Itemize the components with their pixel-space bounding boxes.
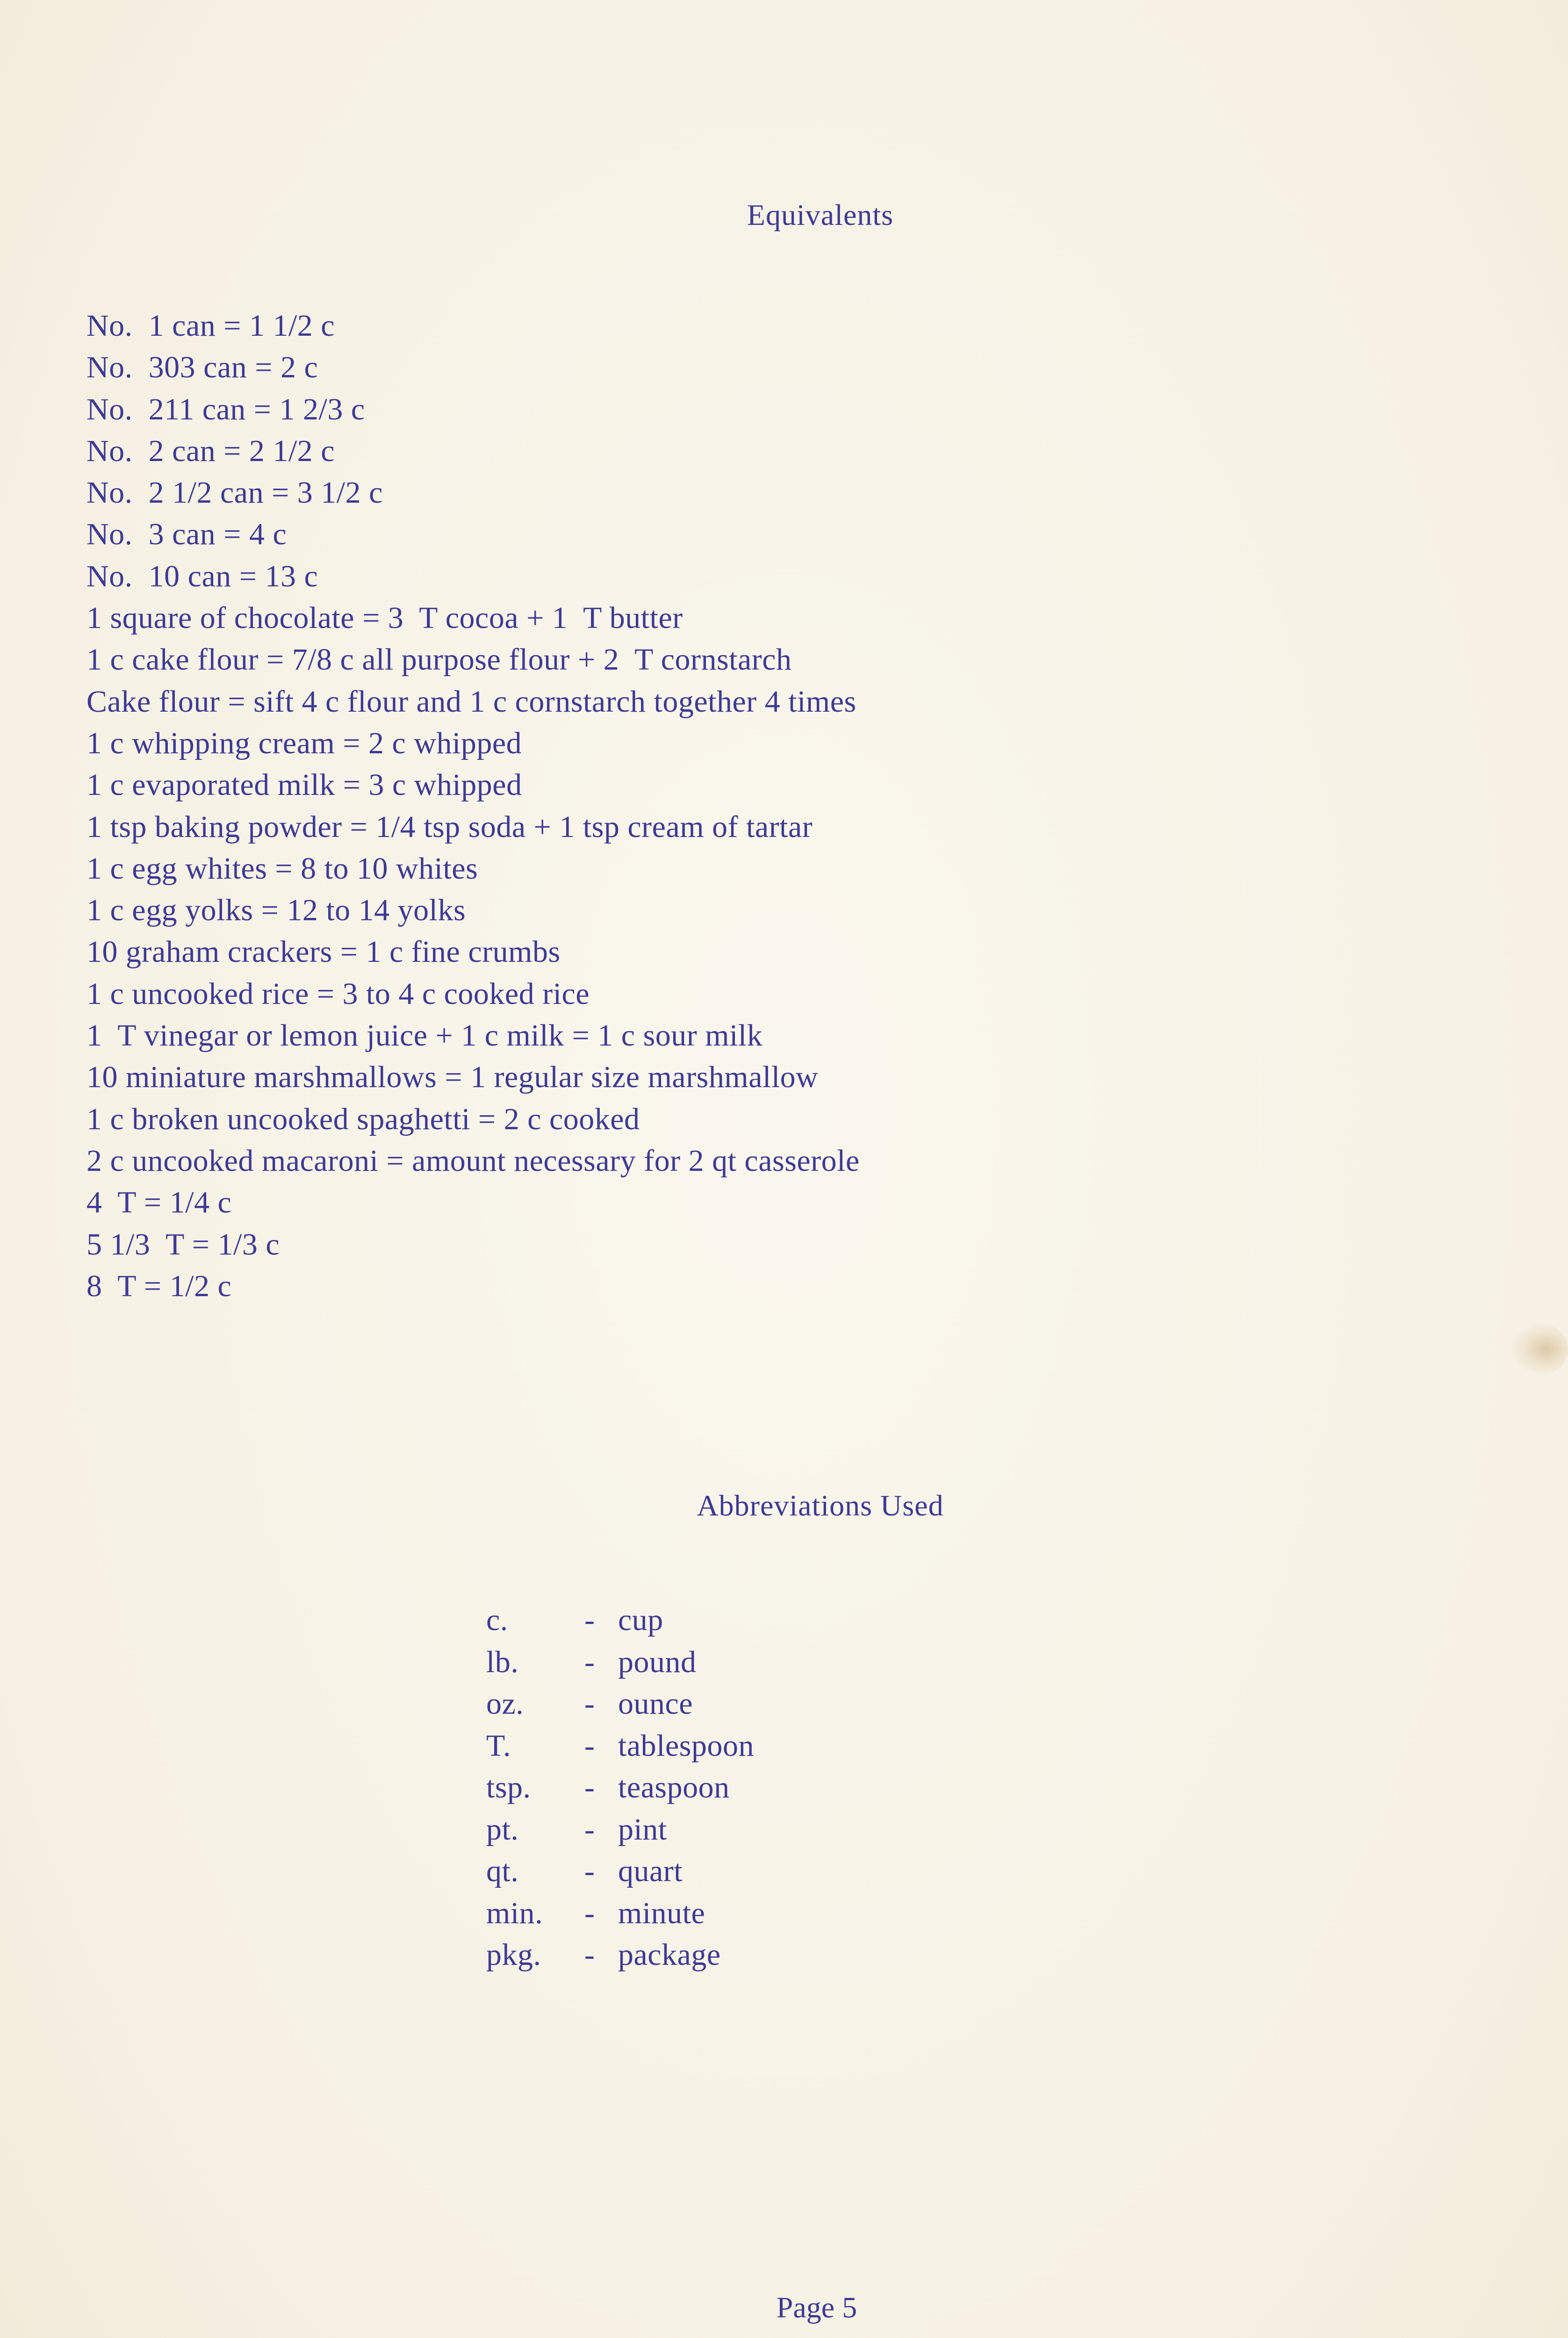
abbreviation-dash: - <box>584 1938 595 1972</box>
abbreviation-row <box>486 1725 754 1767</box>
equivalent-item: 10 graham crackers = 1 c fine crumbs <box>86 935 561 969</box>
equivalent-item: 1 c egg whites = 8 to 10 whites <box>86 851 478 886</box>
equivalent-item: No. 2 1/2 can = 3 1/2 c <box>86 476 383 510</box>
abbreviation-term: c. <box>486 1603 508 1637</box>
equivalent-item: 1 square of chocolate = 3 T cocoa + 1 T butter <box>86 601 683 635</box>
abbreviation-term: T. <box>486 1728 511 1763</box>
equivalent-item: 10 miniature marshmallows = 1 regular size marshmallow <box>86 1060 819 1095</box>
equivalent-item: Cake flour = sift 4 c flour and 1 c cornstarch together 4 times <box>86 684 856 719</box>
abbreviation-dash: - <box>584 1812 595 1847</box>
abbreviation-row <box>486 1850 754 1892</box>
abbreviation-term: min. <box>486 1896 543 1930</box>
equivalent-item: No. 1 can = 1 1/2 c <box>86 309 335 343</box>
abbreviation-dash: - <box>584 1854 595 1888</box>
abbreviation-term: qt. <box>486 1854 519 1888</box>
abbreviation-row <box>486 1767 754 1809</box>
abbreviation-row <box>486 1809 754 1851</box>
abbreviation-meaning: ounce <box>618 1687 693 1721</box>
equivalent-item: 1 T vinegar or lemon juice + 1 c milk = 1 c sour milk <box>86 1018 763 1053</box>
abbreviations-title: Abbreviations Used <box>697 1489 944 1522</box>
equivalent-item: 2 c uncooked macaroni = amount necessary for 2 qt casserole <box>86 1143 860 1178</box>
equivalent-item: 1 c egg yolks = 12 to 14 yolks <box>86 893 466 928</box>
abbreviation-meaning: package <box>618 1938 721 1972</box>
equivalents-list <box>86 305 860 1307</box>
abbreviation-row <box>486 1892 754 1934</box>
equivalents-title: Equivalents <box>747 198 894 231</box>
abbreviation-term: pkg. <box>486 1938 541 1972</box>
equivalent-item: 5 1/3 T = 1/3 c <box>86 1227 280 1262</box>
abbreviation-meaning: quart <box>618 1854 683 1888</box>
abbreviation-meaning: minute <box>618 1896 705 1930</box>
equivalent-item: No. 3 can = 4 c <box>86 517 287 552</box>
equivalent-item: 1 c evaporated milk = 3 c whipped <box>86 768 522 802</box>
abbreviation-meaning: cup <box>618 1603 663 1637</box>
abbreviation-dash: - <box>584 1687 595 1721</box>
abbreviation-dash: - <box>584 1645 595 1679</box>
equivalent-item: 1 c cake flour = 7/8 c all purpose flour + 2 T cornstarch <box>86 642 792 677</box>
abbreviation-row <box>486 1599 754 1641</box>
abbreviation-dash: - <box>584 1728 595 1763</box>
equivalent-item: 4 T = 1/4 c <box>86 1185 232 1220</box>
equivalent-item: No. 211 can = 1 2/3 c <box>86 392 365 426</box>
abbreviation-meaning: teaspoon <box>618 1770 730 1804</box>
abbreviation-term: pt. <box>486 1812 519 1847</box>
abbreviation-meaning: tablespoon <box>618 1728 754 1763</box>
equivalent-item: 8 T = 1/2 c <box>86 1269 232 1303</box>
equivalent-item: 1 tsp baking powder = 1/4 tsp soda + 1 tsp cream of tartar <box>86 809 813 844</box>
abbreviation-dash: - <box>584 1770 595 1804</box>
abbreviation-term: oz. <box>486 1687 524 1721</box>
equivalent-item: No. 10 can = 13 c <box>86 559 318 593</box>
equivalent-item: No. 2 can = 2 1/2 c <box>86 433 335 468</box>
abbreviation-term: lb. <box>486 1645 519 1679</box>
page-number: Page 5 <box>776 2291 857 2324</box>
abbreviation-row <box>486 1641 754 1683</box>
equivalent-item: 1 c broken uncooked spaghetti = 2 c cooked <box>86 1102 640 1136</box>
abbreviation-meaning: pint <box>618 1812 667 1847</box>
abbreviation-term: tsp. <box>486 1770 531 1804</box>
abbreviations-table <box>486 1599 754 1976</box>
abbreviation-meaning: pound <box>618 1645 697 1679</box>
equivalent-item: 1 c uncooked rice = 3 to 4 c cooked rice <box>86 976 590 1011</box>
equivalent-item: No. 303 can = 2 c <box>86 350 318 385</box>
abbreviation-dash: - <box>584 1896 595 1930</box>
equivalent-item: 1 c whipping cream = 2 c whipped <box>86 726 522 760</box>
abbreviation-dash: - <box>584 1603 595 1637</box>
paper-stain <box>1512 1323 1568 1375</box>
abbreviation-row <box>486 1934 754 1976</box>
abbreviation-row <box>486 1683 754 1725</box>
